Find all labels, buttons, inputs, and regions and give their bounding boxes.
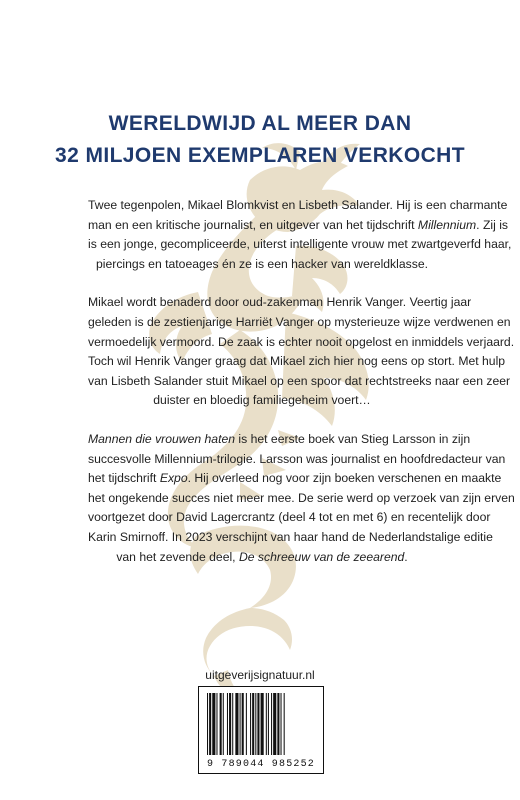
blurb: [88, 196, 515, 586]
headline-line-1: WERELDWIJD AL MEER DAN: [108, 112, 412, 135]
p2-line-2: geleden is de zestienjarige Harriët Vanger op mysterieuze wijze verdwenen en: [88, 314, 511, 329]
millennium-title: Millennium: [417, 217, 477, 232]
p2-line-5: van Lisbeth Salander stuit Mikael op een spoor dat rechtstreeks naar een zeer: [88, 373, 511, 388]
p3-line-1-text: is het eerste boek van Stieg Larsson in zijn: [235, 431, 471, 446]
p1-line-2-text: man en een kritische journalist, en uitgever van het tijdschrift: [88, 217, 418, 232]
zeearend-title: De schreeuw van de zeearend: [238, 549, 405, 564]
expo-title: Expo: [159, 471, 188, 486]
p3-line-3-pre: het tijdschrift: [88, 471, 160, 486]
p1-line-4: piercings en tatoeages én ze is een hacker van wereldklasse.: [96, 256, 428, 271]
p3-line-6: Karin Smirnoff. In 2023 verschijnt van haar hand de Nederlandstalige editie: [88, 529, 493, 544]
p3-line-4: het ongekende succes niet meer mee. De serie werd op verzoek van zijn erven: [88, 490, 515, 505]
p3-line-7-pre: van het zevende deel,: [116, 549, 239, 564]
headline: [0, 108, 520, 172]
paragraph-2: [88, 293, 515, 411]
p1-line-2-end: . Zij is: [476, 217, 508, 232]
headline-line-2: 32 MILJOEN EXEMPLAREN VERKOCHT: [55, 144, 465, 167]
p2-line-3: vermoedelijk vermoord. De zaak is echter nooit opgelost en inmiddels verjaard.: [88, 334, 515, 349]
p3-line-5: voortgezet door David Lagercrantz (deel 4 tot en met 6) en recentelijk door: [88, 510, 491, 525]
barcode: [198, 686, 324, 774]
p2-line-4: Toch wil Henrik Vanger graag dat Mikael zich hier nog eens op stort. Met hulp: [88, 354, 506, 369]
barcode-icon: [207, 693, 315, 755]
p2-line-6: duister en bloedig familiegeheim voert…: [153, 393, 371, 408]
publisher-website: uitgeverijsignatuur.nl: [205, 668, 315, 682]
p3-line-7-post: .: [404, 549, 408, 564]
p3-line-7: [88, 548, 436, 568]
p3-line-3: [88, 469, 502, 489]
paragraph-3: [88, 430, 515, 567]
p2-line-1: Mikael wordt benaderd door oud-zakenman Henrik Vanger. Veertig jaar: [88, 295, 472, 310]
p3-line-1: [88, 430, 471, 450]
isbn-number: 9 789044 985252: [206, 759, 315, 770]
p3-line-2: succesvolle Millennium-trilogie. Larsson was journalist en hoofdredacteur van: [88, 451, 506, 466]
p3-line-3-post: . Hij overleed nog voor zijn boeken verschenen en maakte: [187, 471, 502, 486]
p1-line-1: Twee tegenpolen, Mikael Blomkvist en Lisbeth Salander. Hij is een charmante: [88, 198, 508, 212]
paragraph-1: [88, 196, 512, 274]
p1-line-2: [88, 216, 508, 236]
book-title: Mannen die vrouwen haten: [88, 431, 236, 446]
p1-line-3: is een jonge, gecompliceerde, uiterst intelligente vrouw met zwartgeverfd haar,: [88, 237, 512, 252]
